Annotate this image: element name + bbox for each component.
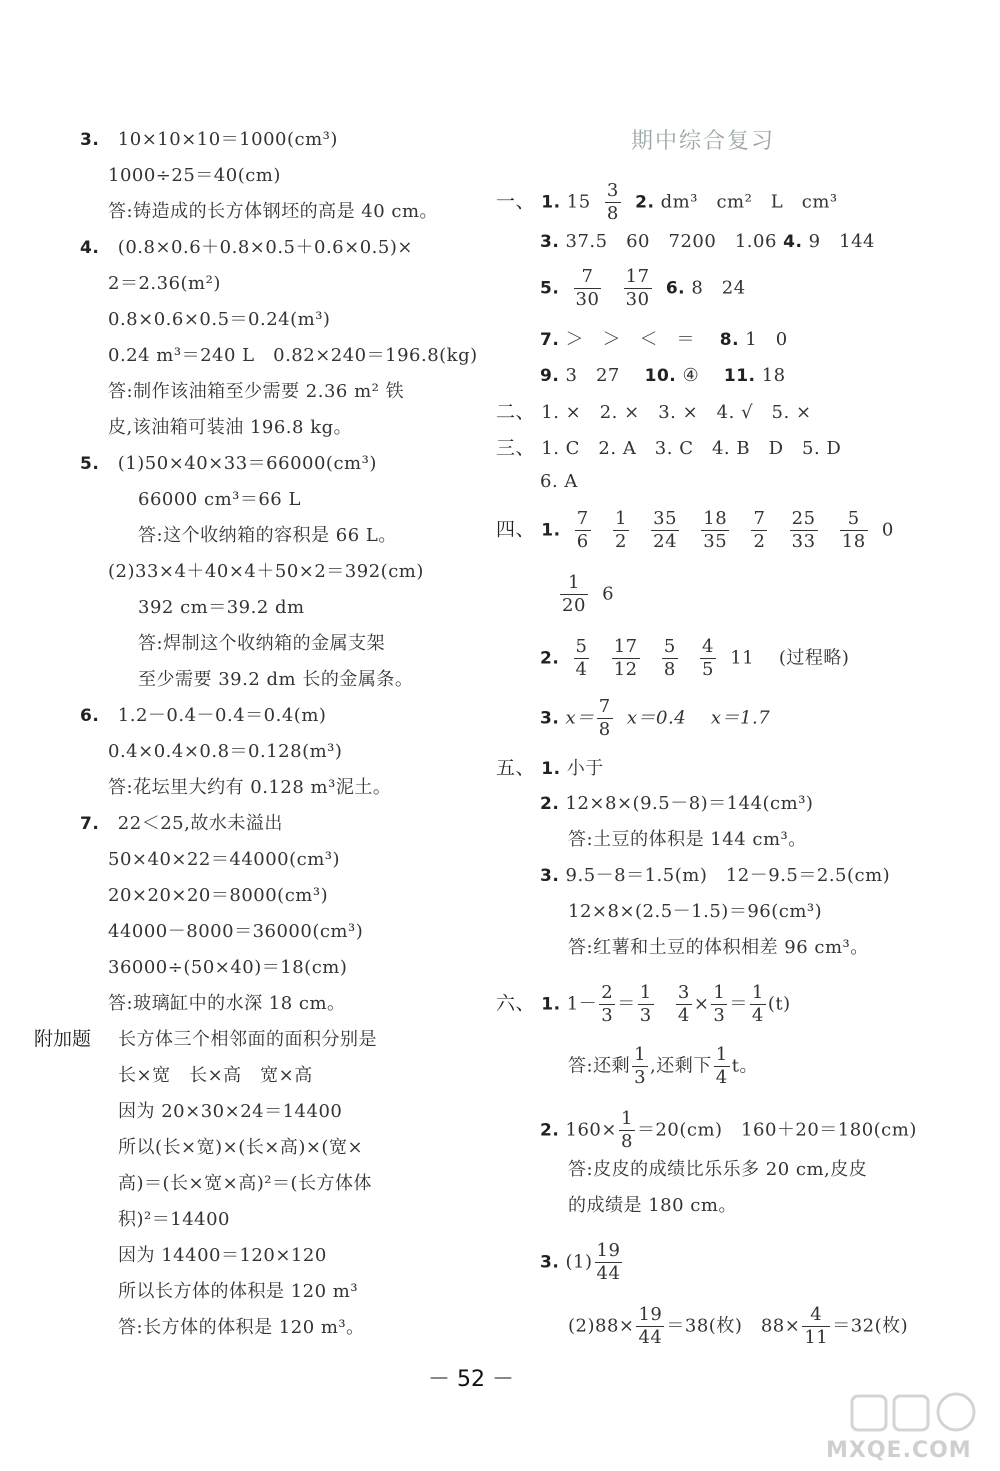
answer: 11 (730, 647, 755, 669)
text: ＝20(cm) 160＋20＝180(cm) (636, 1119, 917, 1141)
extra-line4: 所以(长×宽)×(长×高)×(宽× (118, 1137, 364, 1158)
denominator: 12 (613, 659, 638, 680)
text: ＝38(枚) 88× (666, 1315, 801, 1337)
numerator: 19 (596, 1240, 621, 1261)
question-number: 1. (541, 994, 561, 1015)
numerator: 18 (703, 508, 728, 529)
s1-row4 (540, 328, 788, 352)
numerator: 1 (751, 982, 764, 1003)
text: ＝ (729, 993, 748, 1015)
s6-row1 (496, 982, 791, 1027)
text: 10×10×10＝1000(cm³) (117, 129, 338, 150)
numerator: 17 (613, 636, 638, 657)
q3-answer: 答:铸造成的长方体钢坯的高是 40 cm。 (108, 201, 439, 222)
extra-line2: 长×宽 长×高 宽×高 (118, 1065, 313, 1086)
answer: ＞ ＞ ＜ ＝ (565, 329, 696, 350)
answer: 1 0 (745, 329, 788, 350)
text: ,还剩下 (650, 1055, 712, 1077)
numerator: 3 (677, 982, 690, 1003)
q6-answer: 答:花坛里大约有 0.128 m³泥土。 (108, 777, 392, 798)
fraction (676, 982, 692, 1027)
fraction (613, 508, 629, 553)
answer: 小于 (566, 758, 604, 779)
q3-line1 (80, 128, 338, 152)
s1-row5 (540, 364, 786, 388)
fraction (700, 636, 716, 681)
denominator: 6 (576, 531, 589, 552)
answer: 9.5－8＝1.5(m) 12－9.5＝2.5(cm) (565, 865, 891, 886)
s5-answer2: 答:土豆的体积是 144 cm³。 (568, 829, 807, 850)
fraction (619, 1108, 635, 1153)
answer: 3 27 (565, 365, 620, 386)
denominator: 44 (596, 1263, 621, 1284)
question-number: 3. (540, 866, 560, 886)
equation: x＝ (565, 707, 595, 729)
fraction (714, 1044, 730, 1089)
q7-line3: 20×20×20＝8000(cm³) (108, 885, 329, 906)
answer: 15 (566, 191, 591, 213)
numerator: 7 (576, 508, 589, 529)
answer: 12×8×(9.5－8)＝144(cm³) (565, 793, 814, 814)
s6-row3b (568, 1304, 908, 1349)
question-number: 3. (540, 1252, 560, 1273)
numerator: 1 (620, 1108, 633, 1129)
numerator: 1 (713, 982, 726, 1003)
extra-line6: 积)²＝14400 (118, 1209, 230, 1230)
text: (t) (767, 993, 791, 1015)
denominator: 8 (598, 719, 611, 740)
numerator: 35 (653, 508, 678, 529)
text: (1)50×40×33＝66000(cm³) (117, 453, 377, 474)
question-number: 5. (80, 454, 100, 474)
numerator: 2 (601, 982, 614, 1003)
extra-answer: 答:长方体的体积是 120 m³。 (118, 1317, 365, 1338)
denominator: 3 (713, 1005, 726, 1026)
numerator: 1 (614, 508, 627, 529)
text: 160× (565, 1119, 617, 1141)
fraction (651, 508, 679, 553)
q7-line1 (80, 812, 283, 836)
answer: ④ (682, 365, 700, 386)
question-number: 5. (540, 278, 560, 299)
question-number: 6. (80, 706, 100, 726)
question-number: 7. (80, 814, 100, 834)
q7-line5: 36000÷(50×40)＝18(cm) (108, 957, 348, 978)
q4-line3: 0.8×0.6×0.5＝0.24(m³) (108, 309, 331, 330)
numerator: 4 (702, 636, 714, 657)
text: 1－ (566, 993, 598, 1015)
s6-row2 (540, 1108, 917, 1153)
s1-row2 (540, 230, 875, 254)
fraction (612, 636, 640, 681)
q7-answer: 答:玻璃缸中的水深 18 cm。 (108, 993, 346, 1014)
note: (过程略) (778, 647, 850, 669)
text: (2)88× (568, 1315, 635, 1337)
page-number: － 52 － (428, 1367, 514, 1392)
section-label: 五、 (496, 757, 536, 779)
fraction (605, 180, 621, 225)
fraction (711, 982, 727, 1027)
fraction (751, 508, 767, 553)
question-number: 3. (540, 232, 560, 252)
denominator: 5 (702, 659, 714, 680)
s5-row3 (540, 864, 890, 888)
s1-row3 (540, 266, 746, 311)
numerator: 7 (753, 508, 766, 529)
fraction (574, 636, 590, 681)
q5-answer1: 答:这个收纳箱的容积是 66 L。 (138, 525, 397, 546)
s6-answer2a: 答:皮皮的成绩比乐乐多 20 cm,皮皮 (568, 1159, 868, 1180)
s3-row (496, 436, 841, 461)
section-label: 四、 (496, 518, 536, 541)
numerator: 25 (791, 508, 816, 529)
question-number: 2. (540, 648, 560, 669)
question-number: 4. (783, 232, 803, 252)
watermark-text: MXQE.COM (826, 1438, 972, 1463)
s5-answer3: 答:红薯和土豆的体积相差 96 cm³。 (568, 937, 869, 958)
answer: dm³ cm² L cm³ (660, 191, 838, 213)
extra-line5: 高)＝(长×宽×高)²＝(长方体体 (118, 1173, 372, 1194)
fraction (840, 508, 868, 553)
s6-answer1 (568, 1044, 758, 1089)
fraction (632, 1044, 648, 1089)
s4-row1 (496, 508, 894, 553)
text: (0.8×0.6＋0.8×0.5＋0.6×0.5)× (117, 237, 413, 258)
denominator: 4 (715, 1067, 728, 1088)
s4-row2 (540, 636, 849, 681)
denominator: 18 (841, 531, 866, 552)
denominator: 4 (677, 1005, 690, 1026)
extra-question-label: 附加题 (34, 1028, 92, 1050)
fraction (575, 508, 591, 553)
q4-answer1: 答:制作该油箱至少需要 2.36 m² 铁 (108, 381, 405, 402)
equation: x＝0.4 (626, 707, 687, 729)
question-number: 1. (541, 520, 561, 541)
numerator: 1 (715, 1044, 728, 1065)
s4-row3 (540, 696, 770, 741)
numerator: 5 (840, 508, 868, 531)
denominator: 33 (791, 531, 816, 552)
denominator: 35 (703, 531, 728, 552)
numerator: 17 (625, 266, 650, 287)
question-number: 2. (635, 192, 655, 213)
fraction (790, 508, 818, 553)
denominator: 2 (753, 531, 766, 552)
fraction (599, 982, 615, 1027)
question-number: 4. (80, 238, 100, 258)
denominator: 3 (639, 1005, 652, 1026)
q3-line2: 1000÷25＝40(cm) (108, 165, 281, 186)
numerator: 1 (560, 572, 588, 595)
question-number: 11. (723, 366, 756, 386)
q5-answer2b: 至少需要 39.2 dm 长的金属条。 (138, 669, 414, 690)
denominator: 24 (653, 531, 678, 552)
q5-answer2a: 答:焊制这个收纳箱的金属支架 (138, 633, 386, 654)
s4-row1b (560, 572, 614, 617)
denominator: 8 (606, 203, 619, 224)
question-number: 3. (540, 708, 560, 729)
fraction (624, 266, 652, 311)
extra-line8: 所以长方体的体积是 120 m³ (118, 1281, 359, 1302)
question-number: 2. (540, 1120, 560, 1141)
numerator: 5 (575, 636, 588, 657)
q7-line4: 44000－8000＝36000(cm³) (108, 921, 364, 942)
text: 1.2－0.4－0.4＝0.4(m) (117, 705, 327, 726)
denominator: 8 (620, 1131, 633, 1152)
question-number: 9. (540, 366, 560, 386)
text: 22＜25,故水未溢出 (117, 813, 283, 834)
section-label: 六、 (496, 992, 536, 1015)
q5-line4: (2)33×4＋40×4＋50×2＝392(cm) (108, 561, 424, 582)
s5-row3b: 12×8×(2.5－1.5)＝96(cm³) (568, 901, 823, 922)
fraction (638, 982, 654, 1027)
question-number: 6. (665, 278, 686, 299)
numerator: 4 (802, 1304, 830, 1327)
answer: 37.5 60 7200 1.06 (565, 231, 777, 252)
extra-line3: 因为 20×30×24＝14400 (118, 1101, 343, 1122)
answer: 8 24 (691, 277, 746, 299)
fraction (597, 696, 613, 741)
fraction (560, 572, 588, 617)
q4-line2: 2＝2.36(m²) (108, 273, 221, 294)
answer: 6 (602, 583, 615, 605)
question-number: 1. (541, 759, 561, 779)
q6-line2: 0.4×0.4×0.8＝0.128(m³) (108, 741, 343, 762)
question-number: 2. (540, 794, 560, 814)
denominator: 30 (625, 289, 650, 310)
question-number: 7. (540, 330, 560, 350)
q4-line1 (80, 236, 413, 260)
answer: 1. × 2. × 3. × 4. √ 5. × (541, 402, 812, 423)
answer: 9 144 (808, 231, 875, 252)
q6-line1 (80, 704, 326, 728)
section-label: 二、 (496, 401, 536, 423)
section-label: 一、 (496, 190, 536, 213)
denominator: 4 (575, 659, 588, 680)
question-number: 1. (541, 192, 561, 213)
text: × (693, 993, 710, 1015)
answer: 1. C 2. A 3. C 4. B D 5. D (541, 438, 842, 459)
extra-line7: 因为 14400＝120×120 (118, 1245, 327, 1266)
s6-row3 (540, 1240, 624, 1285)
denominator: 3 (634, 1067, 647, 1088)
numerator: 1 (634, 1044, 647, 1065)
fraction (595, 1240, 623, 1285)
text: 答:还剩 (568, 1055, 631, 1077)
q5-line2: 66000 cm³＝66 L (138, 489, 301, 510)
q5-line1 (80, 452, 377, 476)
denominator: 30 (575, 289, 600, 310)
denominator: 11 (804, 1327, 829, 1348)
numerator: 5 (663, 636, 676, 657)
fraction (701, 508, 729, 553)
denominator: 3 (601, 1005, 614, 1026)
text: (1) (565, 1251, 593, 1273)
text: ＝32(枚) (832, 1315, 909, 1337)
numerator: 3 (606, 180, 619, 201)
q5-line5: 392 cm＝39.2 dm (138, 597, 305, 618)
extra-line1: 长方体三个相邻面的面积分别是 (118, 1029, 377, 1050)
answer: 0 (881, 519, 894, 541)
fraction (662, 636, 678, 681)
q4-line4: 0.24 m³＝240 L 0.82×240＝196.8(kg) (108, 345, 478, 366)
fraction (574, 266, 602, 311)
section-title: 期中综合复习 (631, 129, 776, 154)
question-number: 8. (719, 330, 740, 350)
numerator: 19 (638, 1304, 663, 1325)
question-number: 3. (80, 130, 100, 150)
equation: x＝1.7 (710, 707, 771, 729)
s5-row1 (496, 756, 604, 781)
s1-row1 (496, 180, 838, 225)
denominator: 44 (638, 1327, 663, 1348)
denominator: 8 (663, 659, 676, 680)
denominator: 4 (751, 1005, 764, 1026)
numerator: 1 (639, 982, 652, 1003)
fraction (750, 982, 766, 1027)
fraction (802, 1304, 830, 1349)
fraction (636, 1304, 664, 1349)
s2-row (496, 400, 812, 425)
question-number: 10. (644, 366, 677, 386)
text: ＝ (617, 993, 636, 1015)
s3-row2: 6. A (540, 471, 578, 492)
section-label: 三、 (496, 437, 536, 459)
q4-answer2: 皮,该油箱可装油 196.8 kg。 (108, 417, 353, 438)
q7-line2: 50×40×22＝44000(cm³) (108, 849, 341, 870)
s5-row2 (540, 792, 813, 816)
s6-answer2b: 的成绩是 180 cm。 (568, 1195, 737, 1216)
denominator: 20 (562, 595, 586, 616)
numerator: 7 (598, 696, 611, 717)
answer: 18 (761, 365, 786, 386)
denominator: 2 (614, 531, 627, 552)
text: t。 (731, 1055, 758, 1077)
numerator: 7 (574, 266, 602, 289)
